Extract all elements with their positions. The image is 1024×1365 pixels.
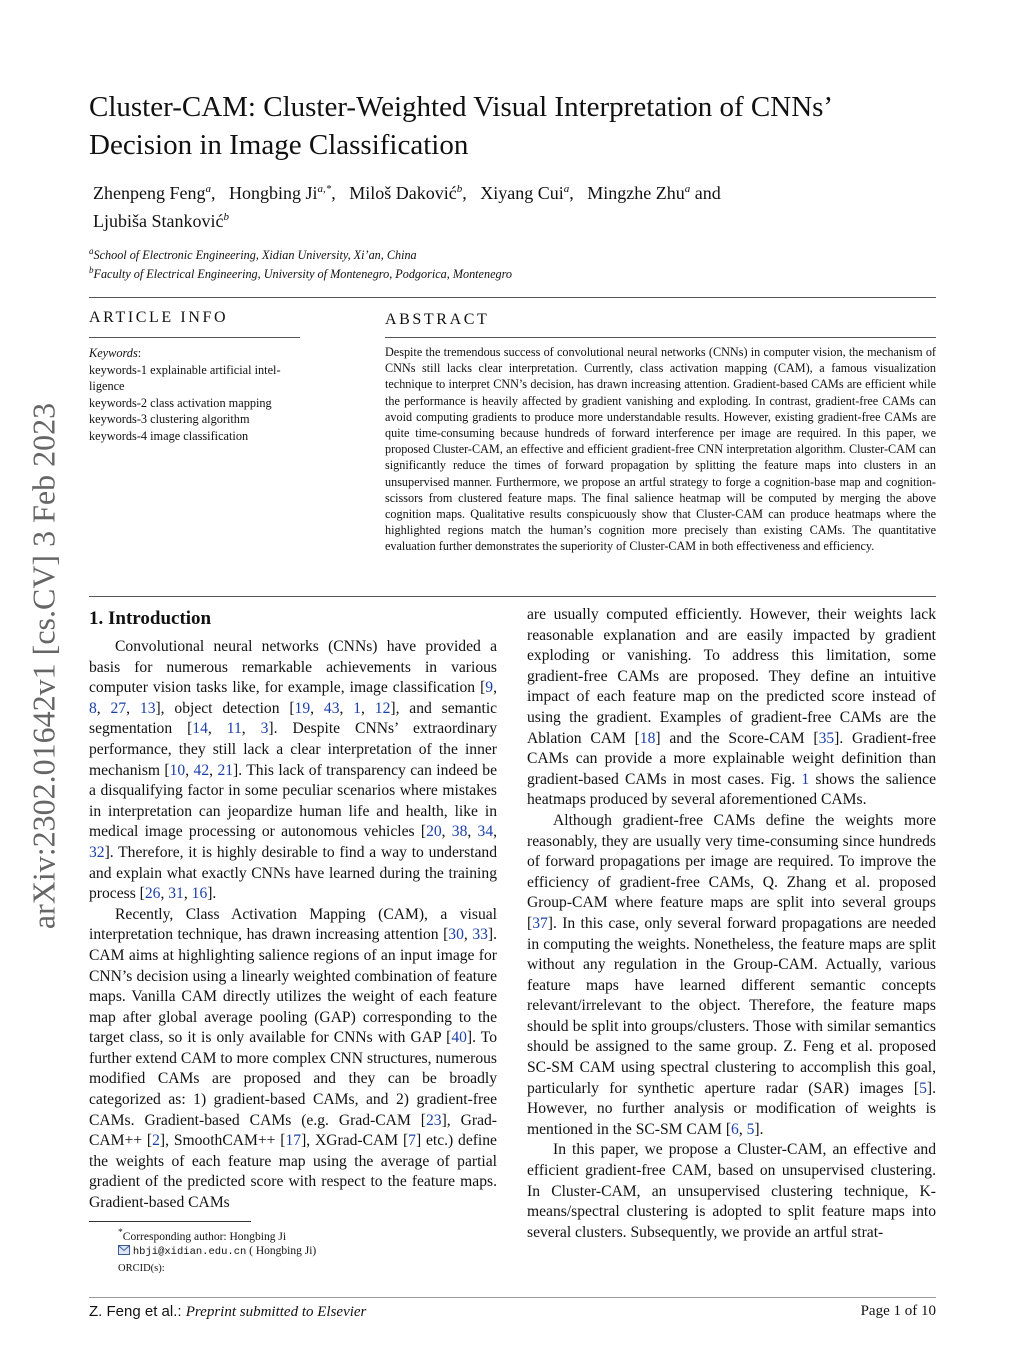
intro-paragraph-3: are usually computed efficiently. However, their weights lack reasonable explanation and are easily impacted by gradient exploding or vanishing. To address this limitation, some gradient-free CAMs are proposed. They define an intuitive impact of each feature map on the predicted score instead of using the gradient. Examples of gradient-free CAMs are the Ablation CAM [18] and the Score-CAM [35]. Gradient-free CAMs can provide a more explainable weight definition than gradient-based CAMs in most cases. Fig. 1 shows the salience heatmaps produced by several aforementioned CAMs.	[527, 606, 937, 809]
keyword-line: keywords-3 clustering algorithm	[89, 412, 250, 426]
email-suffix: ( Hongbing Ji)	[249, 1245, 317, 1257]
citation-link[interactable]: 21	[217, 761, 234, 779]
affil-text: Faculty of Electrical Engineering, University of Montenegro, Podgorica, Montenegro	[93, 267, 512, 282]
paper-title	[89, 88, 949, 164]
citation-link[interactable]: 10	[169, 761, 186, 779]
abstract-text: Despite the tremendous success of convolutional neural networks (CNNs) in computer vision, the mechanism of CNNs still lacks clear interpretation. Currently, class activation mapping (CAM), a famous visualization technique to interpret CNN’s decision, has drawn increasing attention. Gradient-based CAMs are efficient while the performance is heavily affected by gradient vanishing and exploding. In contrast, gradient-free CAMs can avoid computing gradients to produce more understandable results. However, existing gradient-free CAMs are quite time-consuming because hundreds of forward interference per image are required. In this paper, we proposed Cluster-CAM, an effective and efficient gradient-free CNN interpretation algorithm. Cluster-CAM can significantly reduce the times of forward propagation by splitting the feature maps into clusters in an unsupervised manner. Furthermore, we propose an artful strategy to forge a cognition-base map and cognition-scissors from clustered feature maps. The final salience heatmap will be computed by merging the above cognition maps. Qualitative results conspicuously show that Cluster-CAM can produce heatmaps where the highlighted regions match the human’s cognition more precisely than existing CAMs. The quantitative evaluation further demonstrates the superiority of Cluster-CAM in both effectiveness and efficiency.	[385, 345, 936, 554]
left-column	[89, 637, 497, 1214]
abstract-heading: ABSTRACT	[385, 311, 490, 328]
author-name: Ljubiša Stanković	[93, 211, 224, 231]
citation-link[interactable]: 16	[191, 885, 208, 903]
author-sup: a	[205, 183, 211, 195]
citation-link[interactable]: 6	[731, 1120, 739, 1138]
intro-paragraph-4: Although gradient-free CAMs define the weights more reasonably, they are usually very time-consuming since hundreds of forward propagations per image are required. To improve the efficiency of gradient-free CAMs, Q. Zhang et al. proposed Group-CAM where feature maps are split into several groups [37]. In this case, only several forward propagations are needed in computing the weights. Nonetheless, the feature maps are split without any regulation in the Group-CAM. Actually, various feature maps have learned different semantic concepts relevant/irrelevant to the object. Therefore, the feature maps should be split into groups/clusters. Those with similar semantics should be assigned to the same group. Z. Feng et al. proposed SC-SM CAM using spectral clustering to accomplish this goal, particularly for synthetic aperture radar (SAR) images [5]. However, no further analysis or modification of weights is mentioned in the SC-SM CAM [6, 5].	[527, 811, 936, 1138]
citation-link[interactable]: 3	[260, 720, 269, 738]
citation-link[interactable]: 2	[152, 1132, 160, 1150]
author-sup: a,*	[317, 183, 332, 195]
header-divider	[89, 297, 936, 298]
affil-sup: a	[89, 246, 94, 256]
right-column	[527, 605, 936, 1243]
citation-link[interactable]: 20	[426, 823, 442, 841]
author-name: Miloš Daković	[349, 183, 457, 203]
citation-link[interactable]: 12	[374, 699, 391, 717]
keywords-label: Keywords	[89, 346, 138, 360]
intro-paragraph-1: Convolutional neural networks (CNNs) have provided a basis for numerous remarkable achievements in various computer vision tasks like, for example, image classification [9, 8, 27, 13], object detection [19, 43, 1, 12], and semantic segmentation [14, 11, 3]. Despite CNNs’ extraordinary performance, they still lack a clear interpretation of the inner mechanism [10, 42, 21]. This lack of transparency can indeed be a disqualifying factor in some peculiar scenarios where mistakes in interpretation can jeopardize human life and health, like in medical image processing or autonomous vehicles [20, 38, 34, 32]. Therefore, it is highly desirable to find a way to understand and explain what exactly CNNs have learned during the training process [26, 31, 16].	[89, 638, 498, 903]
arxiv-sidebar	[18, 372, 70, 960]
envelope-icon	[118, 1245, 130, 1255]
footnote-email	[118, 1245, 316, 1258]
citation-link[interactable]: 8	[89, 699, 97, 717]
citation-link[interactable]: 38	[451, 823, 468, 841]
citation-link[interactable]: 43	[323, 699, 340, 717]
citation-link[interactable]: 1	[353, 699, 362, 717]
citation-link[interactable]: 32	[89, 843, 105, 861]
citation-link[interactable]: 33	[472, 926, 488, 944]
keyword-line: keywords-2 class activation mapping	[89, 395, 272, 410]
citation-link[interactable]: 7	[408, 1132, 416, 1150]
and-word: and	[694, 183, 721, 203]
author-name: Xiyang Cui	[480, 183, 564, 203]
keyword-line: keywords-1 explainable artificial intel-	[89, 362, 281, 377]
citation-link[interactable]: 19	[294, 699, 311, 717]
article-info-heading: ARTICLE INFO	[89, 309, 229, 326]
author-name: Hongbing Ji	[228, 183, 318, 203]
citation-link[interactable]: 37	[532, 914, 548, 932]
affiliation-a	[89, 246, 949, 263]
footnote-corresponding: *Corresponding author: Hongbing Ji	[118, 1227, 287, 1243]
intro-paragraph-5: In this paper, we propose a Cluster-CAM, an effective and efficient gradient-free CAM, based on unsupervised clustering. In Cluster-CAM, an unsupervised clustering technique, K-means/spectral clustering is adopted to split feature maps into several clusters. Subsequently, we provide an artful strat-	[527, 1141, 936, 1241]
section-heading-introduction: 1. Introduction	[89, 608, 212, 629]
author-name: Mingzhe Zhu	[587, 183, 685, 203]
keyword-line: ligence	[89, 379, 125, 393]
citation-link[interactable]: 5	[919, 1079, 927, 1097]
intro-paragraph-2: Recently, Class Activation Mapping (CAM), a visual interpretation technique, has drawn increasing attention [30, 33]. CAM aims at highlighting salience regions of an input image for CNN’s decision using a linearly weighted combination of feature maps. Vanilla CAM directly utilizes the weight of each feature map after global average pooling (GAP) corresponding to the target class, so it is only available for CNNs with GAP [40]. To further extend CAM to more complex CNN structures, numerous modified CAMs are proposed and they can be broadly categorized as: 1) gradient-based CAMs, and 2) gradient-free CAMs. Gradient-based CAMs (e.g. Grad-CAM [23], Grad-CAM++ [2], SmoothCAM++ [17], XGrad-CAM [7] etc.) define the weights of each feature map using the average of partial gradient of the predicted score with respect to the feature maps. Gradient-based CAMs	[89, 905, 498, 1212]
corresponding-author: Corresponding author: Hongbing Ji	[122, 1230, 287, 1243]
author-sup: a	[563, 183, 570, 195]
email-link[interactable]: hbji@xidian.edu.cn	[132, 1246, 247, 1258]
citation-link[interactable]: 40	[451, 1029, 467, 1047]
title-line-2: Decision in Image Classification	[89, 129, 469, 161]
affil-text: School of Electronic Engineering, Xidian University, Xi’an, China	[93, 248, 417, 263]
abstract-rule	[385, 337, 936, 338]
keywords-block: Keywords: keywords-1 explainable artificial intel- ligence keywords-2 class activation mapping keywords-3 clustering algorithm keywords-4 image classification	[89, 345, 319, 444]
keyword-line: keywords-4 image classification	[89, 428, 249, 443]
title-line-1: Cluster-CAM: Cluster-Weighted Visual Interpretation of CNNs’	[89, 91, 834, 123]
affiliation-b	[89, 265, 949, 282]
article-info-rule	[89, 337, 300, 338]
author-sup: a	[684, 183, 691, 195]
abstract-bottom-rule	[89, 596, 936, 597]
footnote-rule	[89, 1221, 251, 1222]
citation-link[interactable]: 9	[485, 679, 494, 697]
citation-link[interactable]: 11	[226, 720, 242, 738]
citation-link[interactable]: 31	[168, 885, 184, 903]
citation-link[interactable]: 23	[425, 1111, 442, 1129]
citation-link[interactable]: 5	[746, 1120, 755, 1138]
citation-link[interactable]: 14	[192, 720, 208, 738]
author-sup: b	[456, 183, 463, 195]
citation-link[interactable]: 17	[285, 1132, 302, 1150]
citation-link[interactable]: 27	[110, 699, 127, 717]
author-name: Zhenpeng Feng	[93, 183, 206, 203]
citation-link[interactable]: 30	[448, 926, 464, 944]
author-list: Zhenpeng Feng$^a$, Hongbing $Ji^{a,*}$, Miloš Daković$^b$, Xiyang Cui$^a$, Mingzhe Zhu$^a$ and Ljubiša Stanković$^b$	[93, 183, 721, 231]
citation-link[interactable]: 13	[139, 699, 156, 717]
citation-link[interactable]: 18	[639, 729, 656, 747]
footer-left	[89, 1303, 366, 1321]
page-number: Page 1 of 10	[860, 1303, 936, 1319]
footer-rule	[89, 1297, 936, 1298]
citation-link[interactable]: 35	[818, 729, 835, 747]
citation-link[interactable]: 42	[193, 761, 210, 779]
affil-sup: b	[89, 265, 94, 275]
citation-link[interactable]: 26	[144, 885, 161, 903]
author-sup: b	[223, 211, 229, 223]
footnote-orcid: ORCID(s):	[118, 1263, 165, 1274]
citation-link[interactable]: 1	[801, 770, 810, 788]
footer-venue: Preprint submitted to Elsevier	[185, 1304, 367, 1320]
footer-author: Z. Feng et al.:	[89, 1303, 182, 1320]
citation-link[interactable]: 34	[477, 823, 494, 841]
arxiv-id: arXiv:2302.01642v1 [cs.CV] 3 Feb 2023	[25, 402, 62, 930]
